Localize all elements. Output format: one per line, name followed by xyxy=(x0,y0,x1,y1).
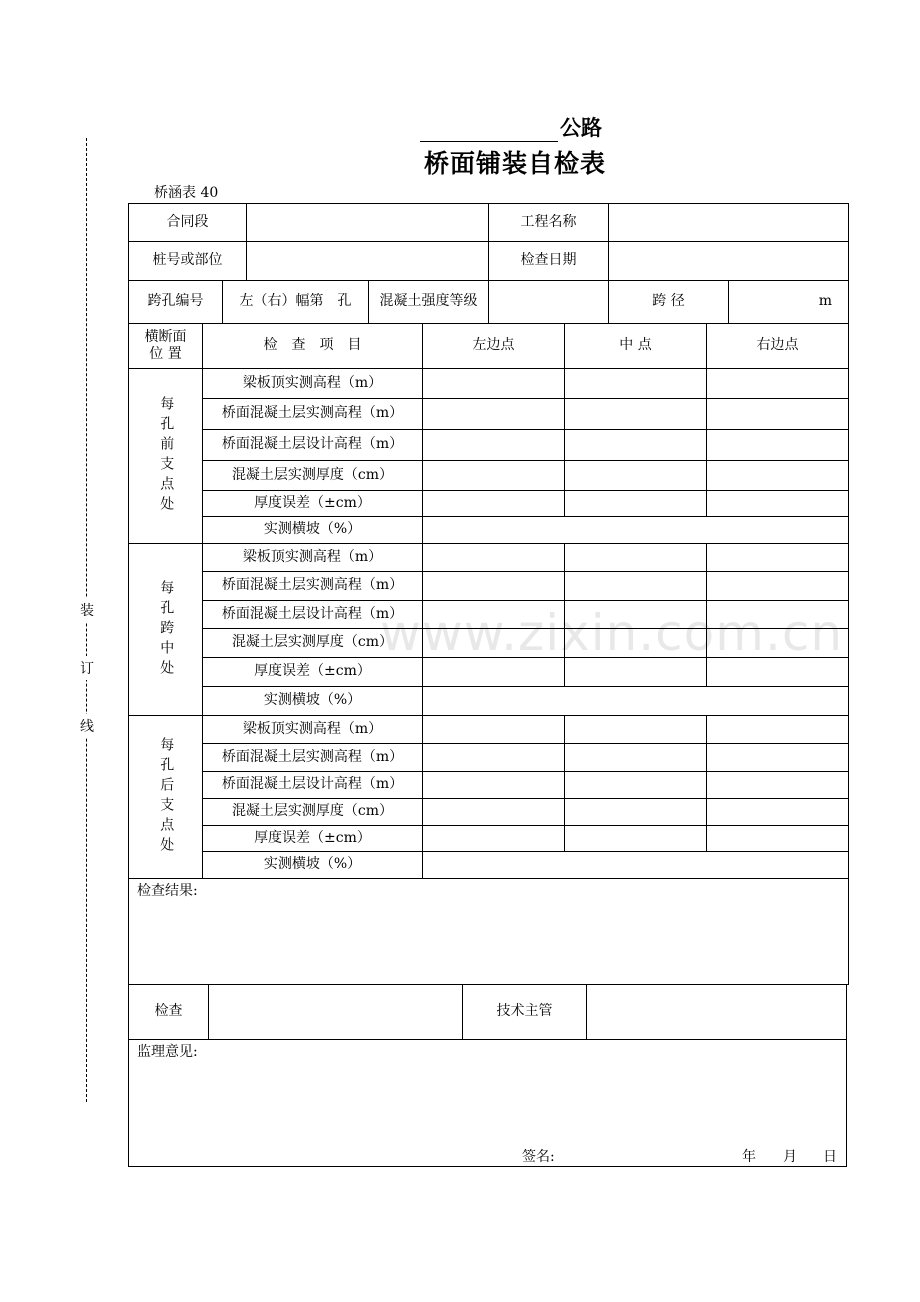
span-value[interactable] xyxy=(728,280,849,324)
span-value-text: m xyxy=(818,293,832,310)
check-result-box-text: 检查结果: xyxy=(137,883,198,899)
check-item-mid-span-3-text: 桥面混凝土层设计高程（m） xyxy=(221,605,404,622)
check-item-mid-span-5-text: 厚度误差（±cm） xyxy=(254,663,371,680)
binding-char-2: 订 xyxy=(80,656,94,680)
station-label-text: 桩号或部位 xyxy=(152,252,223,269)
check-item-front-support-6-text: 实测横坡（%） xyxy=(263,521,362,538)
group-label-rear-support xyxy=(128,715,203,879)
form-code: 桥涵表 40 xyxy=(154,185,219,201)
check-item-front-support-6 xyxy=(202,516,423,544)
span-side-value[interactable] xyxy=(222,280,369,324)
road-suffix: 公路 xyxy=(560,116,602,140)
right-point-value[interactable] xyxy=(706,368,849,399)
check-item-front-support-1 xyxy=(202,368,423,399)
left-point-value[interactable] xyxy=(422,798,565,826)
mid-point-header-text: 中 点 xyxy=(619,337,652,354)
mid-point-value[interactable] xyxy=(564,429,707,461)
supervision-opinion-box[interactable] xyxy=(128,1039,847,1167)
right-point-value[interactable] xyxy=(706,460,849,491)
item-header-text: 检 查 项 目 xyxy=(263,337,362,354)
slope-value[interactable] xyxy=(422,516,849,544)
position-header xyxy=(128,323,203,369)
check-item-mid-span-6-text: 实测横坡（%） xyxy=(263,692,362,709)
left-point-value[interactable] xyxy=(422,490,565,517)
checker-label xyxy=(128,984,209,1040)
station-label xyxy=(128,241,247,281)
mid-point-value[interactable] xyxy=(564,543,707,572)
left-point-value[interactable] xyxy=(422,571,565,601)
check-item-mid-span-2-text: 桥面混凝土层实测高程（m） xyxy=(221,577,404,594)
slope-value[interactable] xyxy=(422,851,849,879)
mid-point-value[interactable] xyxy=(564,798,707,826)
check-date-value[interactable] xyxy=(608,241,849,281)
check-item-rear-support-6-text: 实测横坡（%） xyxy=(263,856,362,873)
group-label-front-support xyxy=(128,368,203,544)
check-item-rear-support-4-text: 混凝土层实测厚度（cm） xyxy=(231,803,394,820)
group-label-mid-span-text: 每孔跨中处 xyxy=(158,579,175,680)
item-header xyxy=(202,323,423,369)
check-item-front-support-1-text: 梁板顶实测高程（m） xyxy=(242,374,383,391)
binding-char-3: 线 xyxy=(80,714,94,738)
slope-value[interactable] xyxy=(422,686,849,716)
left-point-value[interactable] xyxy=(422,825,565,852)
check-item-front-support-3-text: 桥面混凝土层设计高程（m） xyxy=(221,436,404,453)
check-item-rear-support-2-text: 桥面混凝土层实测高程（m） xyxy=(221,748,404,765)
project-name-label xyxy=(488,203,609,242)
right-point-header-text: 右边点 xyxy=(756,337,799,354)
mid-point-header xyxy=(564,323,707,369)
left-point-value[interactable] xyxy=(422,460,565,491)
sign-label: 签名: xyxy=(522,1149,555,1165)
contract-label xyxy=(128,203,247,242)
road-title xyxy=(420,112,602,142)
checker-label-text: 检查 xyxy=(154,1003,183,1020)
left-point-value[interactable] xyxy=(422,771,565,799)
road-name-blank[interactable] xyxy=(420,119,558,142)
check-date-label xyxy=(488,241,609,281)
check-item-mid-span-1 xyxy=(202,543,423,572)
right-point-value[interactable] xyxy=(706,798,849,826)
check-item-mid-span-2 xyxy=(202,571,423,601)
check-item-front-support-4-text: 混凝土层实测厚度（cm） xyxy=(231,466,394,483)
left-point-value[interactable] xyxy=(422,398,565,430)
mid-point-value[interactable] xyxy=(564,490,707,517)
project-name-value[interactable] xyxy=(608,203,849,242)
mid-point-value[interactable] xyxy=(564,571,707,601)
project-name-label-text: 工程名称 xyxy=(520,213,577,230)
mid-point-value[interactable] xyxy=(564,460,707,491)
right-point-value[interactable] xyxy=(706,771,849,799)
left-point-header xyxy=(422,323,565,369)
concrete-grade-label xyxy=(368,280,489,324)
group-label-rear-support-text: 每孔后支点处 xyxy=(158,737,175,857)
day-label: 日 xyxy=(823,1149,837,1165)
span-label-text: 跨 径 xyxy=(652,293,685,310)
right-point-value[interactable] xyxy=(706,571,849,601)
check-item-mid-span-4-text: 混凝土层实测厚度（cm） xyxy=(231,634,394,651)
check-item-rear-support-2 xyxy=(202,743,423,772)
month-label: 月 xyxy=(783,1149,797,1165)
check-item-front-support-5 xyxy=(202,490,423,517)
span-side-value-text: 左（右）幅第 孔 xyxy=(239,293,352,310)
check-item-mid-span-6 xyxy=(202,686,423,716)
right-point-value[interactable] xyxy=(706,715,849,744)
check-item-rear-support-5-text: 厚度误差（±cm） xyxy=(254,829,371,846)
span-label xyxy=(608,280,729,324)
tech-lead-label-text: 技术主管 xyxy=(496,1003,553,1020)
mid-point-value[interactable] xyxy=(564,368,707,399)
left-point-value[interactable] xyxy=(422,715,565,744)
contract-label-text: 合同段 xyxy=(166,213,209,230)
right-point-value[interactable] xyxy=(706,825,849,852)
mid-point-value[interactable] xyxy=(564,743,707,772)
right-point-value[interactable] xyxy=(706,490,849,517)
right-point-value[interactable] xyxy=(706,429,849,461)
check-item-rear-support-1 xyxy=(202,715,423,744)
left-point-header-text: 左边点 xyxy=(472,337,515,354)
check-result-box[interactable] xyxy=(128,878,849,985)
right-point-value[interactable] xyxy=(706,543,849,572)
left-point-value[interactable] xyxy=(422,368,565,399)
check-item-rear-support-3-text: 桥面混凝土层设计高程（m） xyxy=(221,776,404,793)
mid-point-value[interactable] xyxy=(564,398,707,430)
check-item-rear-support-5 xyxy=(202,825,423,852)
check-item-mid-span-1-text: 梁板顶实测高程（m） xyxy=(242,548,383,565)
mid-point-value[interactable] xyxy=(564,715,707,744)
check-item-rear-support-3 xyxy=(202,771,423,799)
check-item-front-support-2 xyxy=(202,398,423,430)
mid-point-value[interactable] xyxy=(564,825,707,852)
position-header-text: 横断面 位 置 xyxy=(144,328,187,362)
check-date-label-text: 检查日期 xyxy=(520,252,577,269)
mid-point-value[interactable] xyxy=(564,771,707,799)
tech-lead-label xyxy=(462,984,587,1040)
right-point-value[interactable] xyxy=(706,398,849,430)
contract-value[interactable] xyxy=(246,203,489,242)
check-item-front-support-4 xyxy=(202,460,423,491)
watermark: www.zixin.com.cn xyxy=(380,604,844,662)
checker-value[interactable] xyxy=(208,984,463,1040)
right-point-header xyxy=(706,323,849,369)
group-label-front-support-text: 每孔前支点处 xyxy=(158,396,175,516)
check-item-front-support-3 xyxy=(202,429,423,461)
concrete-grade-value[interactable] xyxy=(488,280,609,324)
check-item-front-support-2-text: 桥面混凝土层实测高程（m） xyxy=(221,405,404,422)
left-point-value[interactable] xyxy=(422,743,565,772)
span-no-label xyxy=(128,280,223,324)
station-value[interactable] xyxy=(246,241,489,281)
year-label: 年 xyxy=(742,1149,756,1165)
left-point-value[interactable] xyxy=(422,543,565,572)
form-title: 桥面铺装自检表 xyxy=(423,149,606,178)
binding-char-1: 装 xyxy=(80,598,94,622)
right-point-value[interactable] xyxy=(706,743,849,772)
check-item-rear-support-1-text: 梁板顶实测高程（m） xyxy=(242,720,383,737)
supervision-opinion-box-text: 监理意见: xyxy=(137,1044,198,1060)
group-label-mid-span xyxy=(128,543,203,716)
check-item-rear-support-6 xyxy=(202,851,423,879)
left-point-value[interactable] xyxy=(422,429,565,461)
span-no-label-text: 跨孔编号 xyxy=(147,293,204,310)
check-item-front-support-5-text: 厚度误差（±cm） xyxy=(254,494,371,511)
concrete-grade-label-text: 混凝土强度等级 xyxy=(379,293,478,310)
check-item-rear-support-4 xyxy=(202,798,423,826)
tech-lead-value[interactable] xyxy=(586,984,847,1040)
